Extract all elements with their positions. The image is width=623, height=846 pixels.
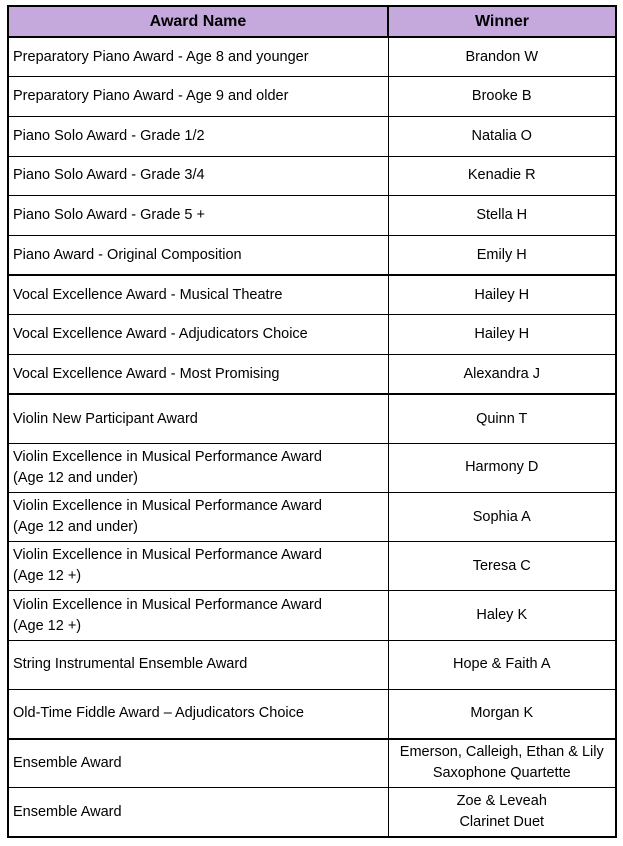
award-name-line: (Age 12 +) bbox=[13, 617, 82, 634]
winner-cell: Brooke B bbox=[388, 77, 616, 117]
award-name-cell: Vocal Excellence Award - Musical Theatre bbox=[8, 275, 388, 315]
table-row bbox=[8, 196, 616, 236]
table-row bbox=[8, 739, 616, 788]
table-row bbox=[8, 394, 616, 443]
table-row bbox=[8, 542, 616, 591]
winner-cell bbox=[388, 739, 616, 788]
award-name-cell: Piano Solo Award - Grade 3/4 bbox=[8, 156, 388, 196]
winner-cell: Hope & Faith A bbox=[388, 640, 616, 689]
winner-header: Winner bbox=[388, 6, 616, 37]
award-name-line: Violin Excellence in Musical Performance Award bbox=[13, 498, 322, 515]
award-name-cell: Preparatory Piano Award - Age 8 and younger bbox=[8, 37, 388, 77]
winner-cell: Harmony D bbox=[388, 443, 616, 492]
winner-cell: Brandon W bbox=[388, 37, 616, 77]
award-name-cell: Piano Solo Award - Grade 1/2 bbox=[8, 116, 388, 156]
winner-cell: Stella H bbox=[388, 196, 616, 236]
award-name-line: Violin Excellence in Musical Performance Award bbox=[13, 596, 322, 613]
table-row bbox=[8, 443, 616, 492]
table-row bbox=[8, 235, 616, 275]
award-name-cell: Old-Time Fiddle Award – Adjudicators Choice bbox=[8, 689, 388, 738]
winner-line: Saxophone Quartette bbox=[432, 765, 571, 782]
winner-cell: Haley K bbox=[388, 591, 616, 640]
table-row bbox=[8, 315, 616, 355]
header-row bbox=[8, 6, 616, 37]
table-row bbox=[8, 640, 616, 689]
award-name-cell bbox=[8, 591, 388, 640]
table-row bbox=[8, 788, 616, 837]
winner-cell: Alexandra J bbox=[388, 355, 616, 395]
winner-cell: Emily H bbox=[388, 235, 616, 275]
winner-line: Zoe & Leveah bbox=[456, 793, 547, 810]
award-name-cell: Ensemble Award bbox=[8, 788, 388, 837]
table-row bbox=[8, 116, 616, 156]
award-name-cell: Vocal Excellence Award - Adjudicators Choice bbox=[8, 315, 388, 355]
winner-cell: Natalia O bbox=[388, 116, 616, 156]
winner-line: Clarinet Duet bbox=[459, 814, 545, 831]
table-row bbox=[8, 275, 616, 315]
winner-cell bbox=[388, 788, 616, 837]
winner-cell: Quinn T bbox=[388, 394, 616, 443]
award-name-cell: Piano Solo Award - Grade 5 + bbox=[8, 196, 388, 236]
award-name-cell bbox=[8, 542, 388, 591]
award-name-cell: Violin New Participant Award bbox=[8, 394, 388, 443]
table-row bbox=[8, 156, 616, 196]
table-row bbox=[8, 591, 616, 640]
table-row bbox=[8, 493, 616, 542]
winner-cell: Sophia A bbox=[388, 493, 616, 542]
award-name-header: Award Name bbox=[8, 6, 388, 37]
award-name-cell: Ensemble Award bbox=[8, 739, 388, 788]
table-row bbox=[8, 689, 616, 738]
award-name-line: Violin Excellence in Musical Performance Award bbox=[13, 448, 322, 465]
awards-table bbox=[7, 5, 617, 838]
award-name-cell: String Instrumental Ensemble Award bbox=[8, 640, 388, 689]
award-name-cell bbox=[8, 443, 388, 492]
winner-cell: Morgan K bbox=[388, 689, 616, 738]
winner-line: Emerson, Calleigh, Ethan & Lily bbox=[399, 744, 604, 761]
table-row bbox=[8, 355, 616, 395]
award-name-cell bbox=[8, 493, 388, 542]
award-name-cell: Piano Award - Original Composition bbox=[8, 235, 388, 275]
table-row bbox=[8, 77, 616, 117]
award-name-cell: Preparatory Piano Award - Age 9 and older bbox=[8, 77, 388, 117]
award-name-line: (Age 12 and under) bbox=[13, 469, 138, 486]
award-name-cell: Vocal Excellence Award - Most Promising bbox=[8, 355, 388, 395]
winner-cell: Kenadie R bbox=[388, 156, 616, 196]
winner-cell: Hailey H bbox=[388, 275, 616, 315]
award-name-line: (Age 12 and under) bbox=[13, 519, 138, 536]
winner-cell: Hailey H bbox=[388, 315, 616, 355]
award-name-line: Violin Excellence in Musical Performance Award bbox=[13, 547, 322, 564]
award-name-line: (Age 12 +) bbox=[13, 568, 82, 585]
winner-cell: Teresa C bbox=[388, 542, 616, 591]
table-row bbox=[8, 37, 616, 77]
